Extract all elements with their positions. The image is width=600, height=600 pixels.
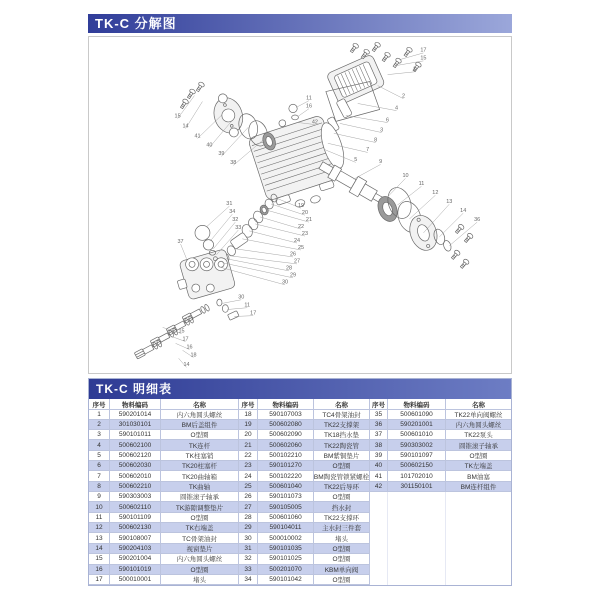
cell-code: 590101270 — [258, 461, 314, 471]
cell-no: 27 — [239, 502, 258, 512]
cell-name: TC4骨架油封 — [314, 409, 370, 419]
callout-label: 37 — [177, 238, 184, 245]
cell-no: 17 — [89, 575, 110, 585]
cell-code: 101702010 — [388, 471, 446, 481]
cell-no: 34 — [239, 575, 258, 585]
cell-code: 500602010 — [110, 471, 161, 481]
cell-code: 500601010 — [388, 430, 446, 440]
callout-label: 33 — [235, 224, 242, 231]
cell-code: 500602130 — [110, 523, 161, 533]
cell-name: O型圈 — [161, 565, 239, 575]
callout-label: 14 — [460, 207, 467, 214]
cell-name: TK18挡水垫 — [314, 430, 370, 440]
cell-no: 19 — [239, 420, 258, 430]
cell-no: 16 — [89, 565, 110, 575]
cell-empty — [370, 513, 388, 523]
callout-label: 5 — [354, 157, 358, 164]
cell-empty — [370, 575, 388, 585]
callout-label: 11 — [306, 95, 312, 102]
cell-empty — [370, 565, 388, 575]
cell-no: 15 — [89, 554, 110, 564]
callout-label: 34 — [229, 208, 236, 215]
cell-no: 26 — [239, 492, 258, 502]
cell-name: BM陶瓷管锁紧螺栓 — [314, 471, 370, 481]
cell-code: 500010001 — [110, 575, 161, 585]
cell-empty — [446, 533, 511, 543]
cell-code: 500102220 — [258, 471, 314, 481]
cell-name: 圆锥滚子轴承 — [161, 492, 239, 502]
callout-label: 14 — [182, 123, 189, 130]
cell-no: 31 — [239, 544, 258, 554]
cell-name: TK连杆 — [161, 440, 239, 450]
cell-code: 500601040 — [258, 482, 314, 492]
cell-name: TK曲轴 — [161, 482, 239, 492]
cell-name: 堵头 — [314, 533, 370, 543]
callout-label: 17 — [420, 47, 427, 54]
cell-name: O型圈 — [161, 430, 239, 440]
cell-no: 10 — [89, 502, 110, 512]
cell-code: 590303003 — [110, 492, 161, 502]
exploded-view-panel — [88, 36, 512, 374]
page-title: TK-C 分解图 — [88, 14, 512, 33]
cell-code: 301030101 — [110, 420, 161, 430]
parts-table — [88, 378, 512, 586]
cell-code: 590108007 — [110, 533, 161, 543]
cell-empty — [388, 502, 446, 512]
cell-code: 590107003 — [258, 409, 314, 419]
cell-empty — [370, 492, 388, 502]
cell-code: 590201014 — [110, 409, 161, 419]
cell-no: 8 — [89, 482, 110, 492]
cell-empty — [388, 523, 446, 533]
callout-label: 12 — [432, 190, 439, 197]
cell-code: 590303002 — [388, 440, 446, 450]
cell-name: TK左端盖 — [446, 461, 511, 471]
callout-label: 39 — [218, 151, 225, 158]
cell-no: 30 — [239, 533, 258, 543]
cell-empty — [446, 502, 511, 512]
cell-name: TK游隙调整垫片 — [161, 502, 239, 512]
cell-code: 500602150 — [388, 461, 446, 471]
cell-no: 18 — [239, 409, 258, 419]
cell-no: 20 — [239, 430, 258, 440]
callout-label: 18 — [190, 352, 197, 359]
callout-label: 30 — [238, 294, 245, 301]
cell-empty — [388, 575, 446, 585]
cell-no: 12 — [89, 523, 110, 533]
o-ring-part — [217, 299, 222, 306]
cell-no: 36 — [370, 420, 388, 430]
callout-label: 15 — [420, 55, 427, 62]
cell-no: 13 — [89, 533, 110, 543]
callout-label: 23 — [301, 230, 309, 237]
callout-label: 9 — [379, 159, 383, 166]
parts-table-grid — [89, 399, 511, 585]
o-ring-part — [442, 239, 452, 252]
cell-code: 590101073 — [258, 492, 314, 502]
cell-code: 590101011 — [110, 430, 161, 440]
cell-no: 39 — [370, 451, 388, 461]
callout-label: 25 — [297, 244, 305, 251]
callout-label: 15 — [174, 113, 181, 120]
cell-name: O型圈 — [161, 513, 239, 523]
column-header-code: 物料编码 — [258, 399, 314, 410]
callout-label: 7 — [366, 147, 370, 154]
column-header-no: 序号 — [370, 399, 388, 410]
callout-label: 15 — [178, 328, 185, 335]
callout-label: 16 — [305, 103, 313, 110]
callout-label: 3 — [380, 127, 384, 134]
cell-name: O型圈 — [314, 575, 370, 585]
valve-plug-group — [134, 304, 210, 359]
cell-name: 挡水封 — [314, 502, 370, 512]
callout-label: 11 — [244, 302, 251, 309]
column-header-name: 名称 — [314, 399, 370, 410]
cell-empty — [370, 502, 388, 512]
cell-no: 24 — [239, 471, 258, 481]
callout-label: 1 — [412, 66, 416, 73]
cell-code: 590101019 — [110, 565, 161, 575]
cell-empty — [388, 565, 446, 575]
callout-label: 30 — [282, 279, 289, 286]
cell-empty — [370, 554, 388, 564]
cell-no: 14 — [89, 544, 110, 554]
cell-no: 1 — [89, 409, 110, 419]
cell-name: BM紫铜垫片 — [314, 451, 370, 461]
cell-no: 23 — [239, 461, 258, 471]
cell-name: TK22支撑环 — [314, 513, 370, 523]
cell-no: 37 — [370, 430, 388, 440]
cell-name: TC骨架油封 — [161, 533, 239, 543]
column-header-no: 序号 — [89, 399, 110, 410]
cell-empty — [370, 544, 388, 554]
cell-no: 38 — [370, 440, 388, 450]
cell-name: 主水封三件套 — [314, 523, 370, 533]
cell-no: 32 — [239, 554, 258, 564]
plug-part — [228, 311, 240, 321]
cell-code: 590104011 — [258, 523, 314, 533]
ball-part — [289, 104, 297, 112]
column-header-code: 物料编码 — [388, 399, 446, 410]
cell-name: BM后盖组件 — [161, 420, 239, 430]
cell-no: 33 — [239, 565, 258, 575]
cell-code: 500602030 — [110, 461, 161, 471]
callout-label: 24 — [293, 237, 301, 244]
parts-table-title: TK-C 明细表 — [89, 379, 511, 399]
ball-plug-part — [195, 225, 210, 240]
cell-code: 500602080 — [258, 420, 314, 430]
callout-label: 8 — [374, 137, 378, 144]
cell-empty — [388, 492, 446, 502]
cell-name: TK22支撑架 — [314, 420, 370, 430]
cell-name: TK右端盖 — [161, 523, 239, 533]
callout-label: 11 — [418, 181, 425, 188]
cell-code: 590101097 — [388, 451, 446, 461]
cell-name: BM油塞 — [446, 471, 511, 481]
cell-code: 500102210 — [258, 451, 314, 461]
callout-label: 19 — [297, 202, 305, 209]
callout-label: 31 — [226, 201, 233, 208]
cell-name: TK22陶瓷管 — [314, 440, 370, 450]
cell-no: 11 — [89, 513, 110, 523]
cell-name: TK20柱塞杆 — [161, 461, 239, 471]
column-header-code: 物料编码 — [110, 399, 161, 410]
cell-code: 500602100 — [110, 440, 161, 450]
cell-code: 500010002 — [258, 533, 314, 543]
cell-no: 29 — [239, 523, 258, 533]
cell-no: 7 — [89, 471, 110, 481]
cell-empty — [446, 565, 511, 575]
cell-empty — [370, 533, 388, 543]
callout-layer — [163, 48, 481, 369]
cell-name: 圆锥滚子轴承 — [446, 440, 511, 450]
cell-name: 内六角圆头螺丝 — [161, 554, 239, 564]
cell-code: 590101042 — [258, 575, 314, 585]
cell-code: 590105005 — [258, 502, 314, 512]
cell-code: 590101109 — [110, 513, 161, 523]
crankcase-part — [245, 105, 356, 217]
callout-label: 4 — [395, 105, 399, 112]
callout-label: 17 — [250, 310, 257, 317]
callout-label: 22 — [297, 223, 305, 230]
callout-label: 36 — [474, 216, 481, 223]
callout-label: 6 — [386, 117, 390, 124]
callout-label: 27 — [293, 258, 301, 265]
cell-code: 590201004 — [110, 554, 161, 564]
cell-name: TK22后导环 — [314, 482, 370, 492]
cell-name: 堵头 — [161, 575, 239, 585]
callout-label: 16 — [186, 344, 193, 351]
cell-code: 500601090 — [388, 409, 446, 419]
column-header-name: 名称 — [161, 399, 239, 410]
cell-no: 6 — [89, 461, 110, 471]
cell-code: 590101025 — [258, 554, 314, 564]
cell-code: 590101035 — [258, 544, 314, 554]
callout-label: 32 — [232, 216, 239, 223]
cell-name: TK20曲轴箱 — [161, 471, 239, 481]
callout-label: 17 — [182, 336, 189, 343]
callout-label: 21 — [305, 216, 313, 223]
cell-code: 301150101 — [388, 482, 446, 492]
o-ring-part — [222, 305, 228, 313]
cell-name: 视窗垫片 — [161, 544, 239, 554]
cell-no: 42 — [370, 482, 388, 492]
cell-no: 28 — [239, 513, 258, 523]
cell-no: 25 — [239, 482, 258, 492]
cell-no: 5 — [89, 451, 110, 461]
column-header-name: 名称 — [446, 399, 511, 410]
cell-code: 590204103 — [110, 544, 161, 554]
callout-label: 10 — [402, 173, 409, 180]
cell-code: 500201070 — [258, 565, 314, 575]
callout-label: 40 — [206, 142, 213, 149]
ring-part — [292, 115, 299, 120]
cell-no: 2 — [89, 420, 110, 430]
cell-code: 500602090 — [258, 430, 314, 440]
cell-empty — [446, 513, 511, 523]
bolt-group-right — [450, 223, 474, 269]
cell-name: 内六角圆头螺丝 — [161, 409, 239, 419]
callout-label: 13 — [446, 199, 453, 206]
cell-name: KBM单向阀 — [314, 565, 370, 575]
cell-code: 500601060 — [258, 513, 314, 523]
callout-label: 41 — [194, 133, 201, 140]
cell-empty — [446, 523, 511, 533]
cell-no: 4 — [89, 440, 110, 450]
cell-name: O型圈 — [314, 554, 370, 564]
callout-label: 42 — [311, 119, 318, 126]
cell-code: 500602120 — [110, 451, 161, 461]
cell-empty — [388, 554, 446, 564]
cell-no: 22 — [239, 451, 258, 461]
cell-no: 9 — [89, 492, 110, 502]
callout-label: 20 — [301, 209, 309, 216]
cell-empty — [446, 544, 511, 554]
cell-empty — [388, 533, 446, 543]
left-end-cover-part — [179, 81, 278, 151]
cell-name: TK柱塞销 — [161, 451, 239, 461]
cell-empty — [388, 544, 446, 554]
cell-name: O型圈 — [314, 544, 370, 554]
cell-no: 35 — [370, 409, 388, 419]
cell-empty — [446, 492, 511, 502]
cell-empty — [388, 513, 446, 523]
cell-name: O型圈 — [314, 461, 370, 471]
cell-no: 3 — [89, 430, 110, 440]
callout-label: 28 — [286, 265, 293, 272]
callout-label: 2 — [401, 93, 406, 100]
cell-no: 21 — [239, 440, 258, 450]
cell-name: TK22泵头 — [446, 430, 511, 440]
cell-empty — [370, 523, 388, 533]
cell-name: O型圈 — [314, 492, 370, 502]
column-header-no: 序号 — [239, 399, 258, 410]
cell-name: BM连杆组件 — [446, 482, 511, 492]
cell-no: 40 — [370, 461, 388, 471]
callout-label: 38 — [230, 160, 237, 167]
cell-empty — [446, 554, 511, 564]
cell-code: 500602210 — [110, 482, 161, 492]
pump-head-part — [172, 248, 236, 302]
cell-code: 500602110 — [110, 502, 161, 512]
catalog-page — [88, 14, 512, 586]
cell-no: 41 — [370, 471, 388, 481]
cell-name: O型圈 — [446, 451, 511, 461]
exploded-view-drawing — [89, 37, 511, 373]
callout-label: 14 — [183, 362, 190, 369]
ball-plug-part — [203, 240, 213, 250]
callout-label: 26 — [289, 251, 297, 258]
cell-empty — [446, 575, 511, 585]
cell-name: 内六角圆头螺丝 — [446, 420, 511, 430]
callout-label: 29 — [289, 272, 297, 279]
cell-name: TK22单向阀螺丝 — [446, 409, 511, 419]
cell-code: 590201001 — [388, 420, 446, 430]
cell-code: 500602060 — [258, 440, 314, 450]
